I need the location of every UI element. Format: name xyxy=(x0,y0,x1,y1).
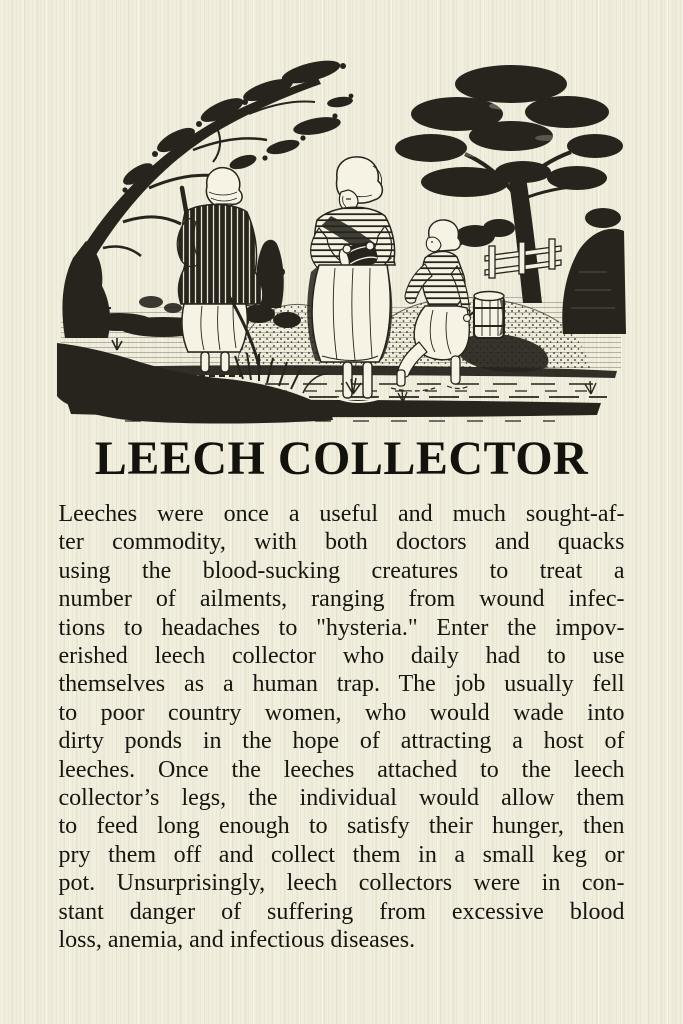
body-line: to feed long enough to satisfy their hunger, then xyxy=(58,813,625,840)
body-line: number of ailments, ranging from wound infec- xyxy=(58,586,625,613)
body-line: themselves as a human trap. The job usually fell xyxy=(58,671,625,698)
body-line: dirty ponds in the hope of attracting a host of xyxy=(58,728,625,755)
body-line: stant danger of suffering from excessive blood xyxy=(58,898,625,925)
body-line: loss, anemia, and infectious diseases. xyxy=(58,927,416,954)
grass-tufts xyxy=(346,378,596,402)
body-line: collector’s legs, the individual would allow them xyxy=(58,785,625,812)
body-line: tions to headaches to "hysteria." Enter the impov- xyxy=(58,614,625,641)
wooden-fence xyxy=(485,239,561,278)
apron xyxy=(312,265,390,362)
bonnet-icon xyxy=(206,168,242,206)
body-line: ter commodity, with both doctors and quacks xyxy=(58,529,625,556)
body-paragraph xyxy=(59,500,625,955)
body-line: leeches. Once the leeches attached to the leech xyxy=(58,756,625,783)
dark-right-bank xyxy=(562,229,626,334)
body-line: erished leech collector who daily had to use xyxy=(58,643,625,670)
body-line: pot. Unsurprisingly, leech collectors were in con- xyxy=(58,870,625,897)
leech-collectors-engraving xyxy=(55,50,629,426)
page-title: LEECH COLLECTOR xyxy=(94,432,589,485)
body-line: to poor country women, who would wade into xyxy=(58,699,625,726)
body-line: using the blood-sucking creatures to treat a xyxy=(58,557,625,584)
body-line: Leeches were once a useful and much sought-af- xyxy=(58,501,625,527)
wooden-keg-icon xyxy=(469,292,504,339)
body-line: pry them off and collect them in a small keg or xyxy=(58,841,625,868)
